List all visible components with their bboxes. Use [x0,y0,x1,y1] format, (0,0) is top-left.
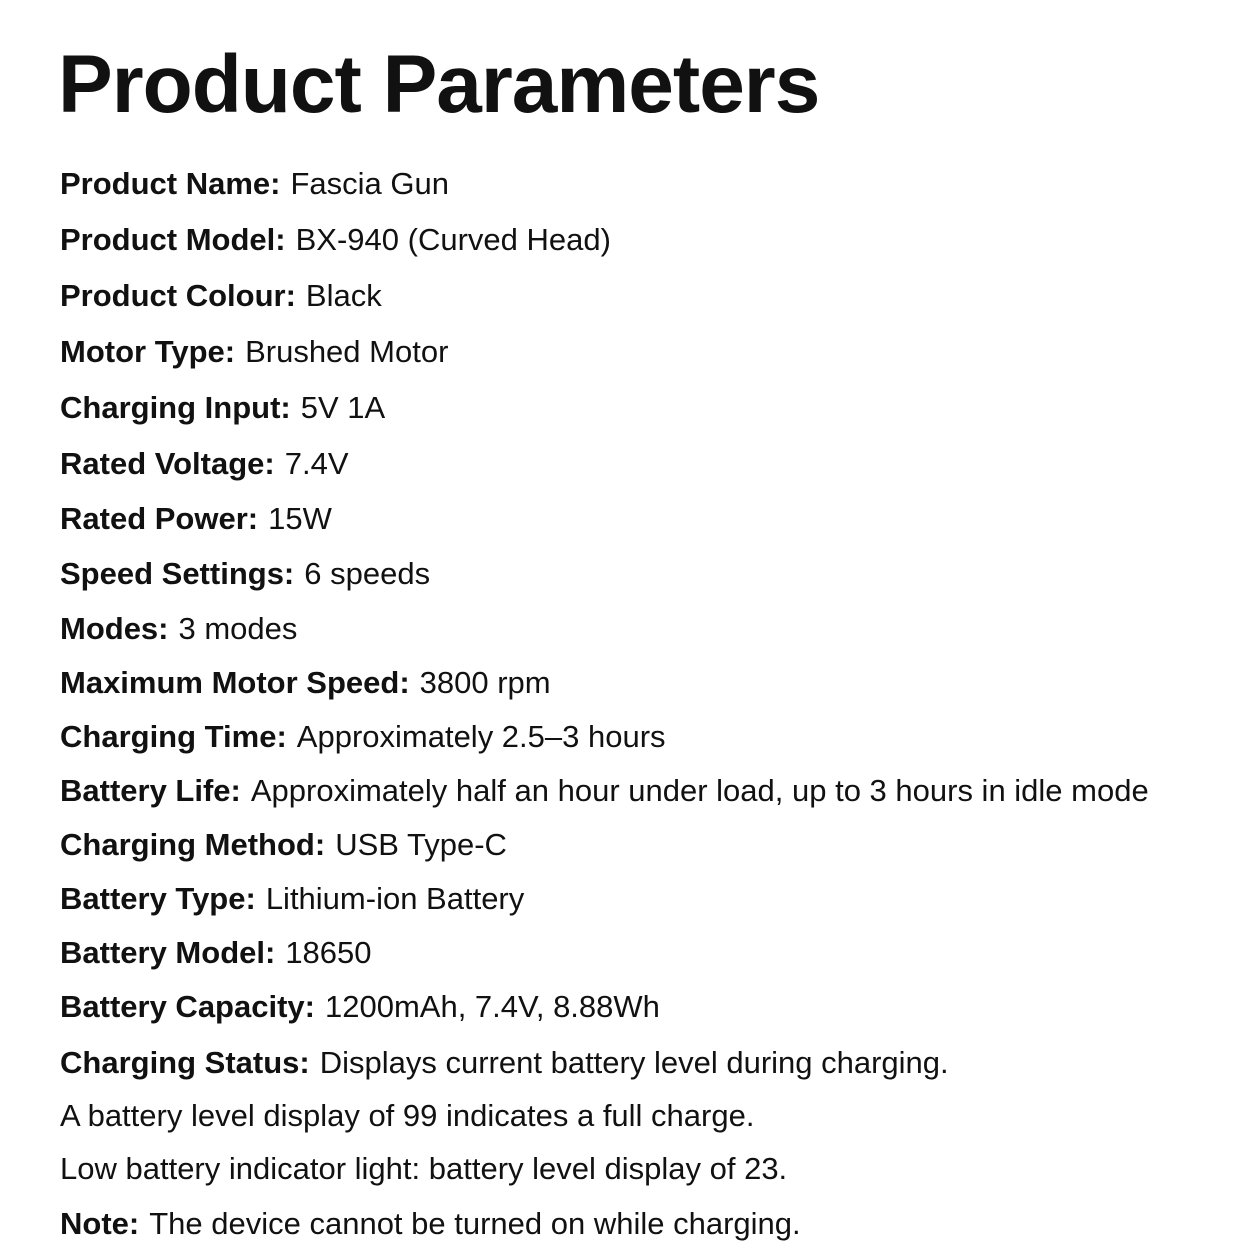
param-speed-settings [60,552,430,596]
param-value: 15W [268,501,332,536]
param-value: Brushed Motor [245,334,449,369]
param-label: Battery Model: [60,935,276,970]
param-value: USB Type-C [335,827,507,862]
param-product-colour [60,274,382,318]
note-label: Note: [60,1206,140,1241]
status-text: Low battery indicator light: battery level display of 23. [60,1151,788,1186]
param-label: Charging Status: [60,1045,310,1080]
param-battery-model [60,931,372,975]
param-rated-power [60,497,332,541]
param-value: Approximately half an hour under load, up to 3 hours in idle mode [250,773,1149,808]
param-product-name [60,162,449,206]
param-rated-voltage [60,442,349,486]
param-motor-type [60,330,448,374]
param-value: 7.4V [284,446,349,481]
param-value: Fascia Gun [290,166,449,201]
note-value: The device cannot be turned on while charging. [149,1206,801,1241]
param-label: Charging Time: [60,719,287,754]
param-label: Charging Method: [60,827,326,862]
note [60,1202,801,1246]
param-modes [60,607,297,651]
status-text: A battery level display of 99 indicates a full charge. [60,1098,755,1133]
param-charging-time [60,715,666,759]
param-value: 3 modes [178,611,298,646]
param-charging-status [60,1041,949,1085]
param-battery-type [60,877,524,921]
status-line-low-battery [60,1147,787,1191]
param-label: Rated Power: [60,501,259,536]
param-charging-input [60,386,385,430]
param-label: Speed Settings: [60,556,295,591]
param-label: Charging Input: [60,390,291,425]
page-title: Product Parameters [58,39,820,130]
param-label: Product Name: [60,166,281,201]
param-value: Displays current battery level during charging. [319,1045,949,1080]
param-label: Motor Type: [60,334,236,369]
param-label: Maximum Motor Speed: [60,665,410,700]
status-line-full-charge [60,1094,754,1138]
param-value: Approximately 2.5–3 hours [296,719,666,754]
param-product-model [60,218,611,262]
param-battery-life [60,769,1149,813]
param-label: Modes: [60,611,169,646]
param-value: 1200mAh, 7.4V, 8.88Wh [324,989,660,1024]
param-max-motor-speed [60,661,551,705]
param-value: Black [305,278,382,313]
param-label: Rated Voltage: [60,446,275,481]
param-value: Lithium-ion Battery [265,881,525,916]
param-label: Product Colour: [60,278,296,313]
param-value: BX-940 (Curved Head) [295,222,611,257]
param-charging-method [60,823,507,867]
param-battery-capacity [60,985,660,1029]
param-label: Battery Life: [60,773,241,808]
param-value: 6 speeds [304,556,431,591]
param-value: 18650 [285,935,372,970]
param-value: 3800 rpm [419,665,551,700]
param-label: Battery Capacity: [60,989,315,1024]
param-label: Product Model: [60,222,286,257]
param-value: 5V 1A [300,390,386,425]
param-label: Battery Type: [60,881,256,916]
